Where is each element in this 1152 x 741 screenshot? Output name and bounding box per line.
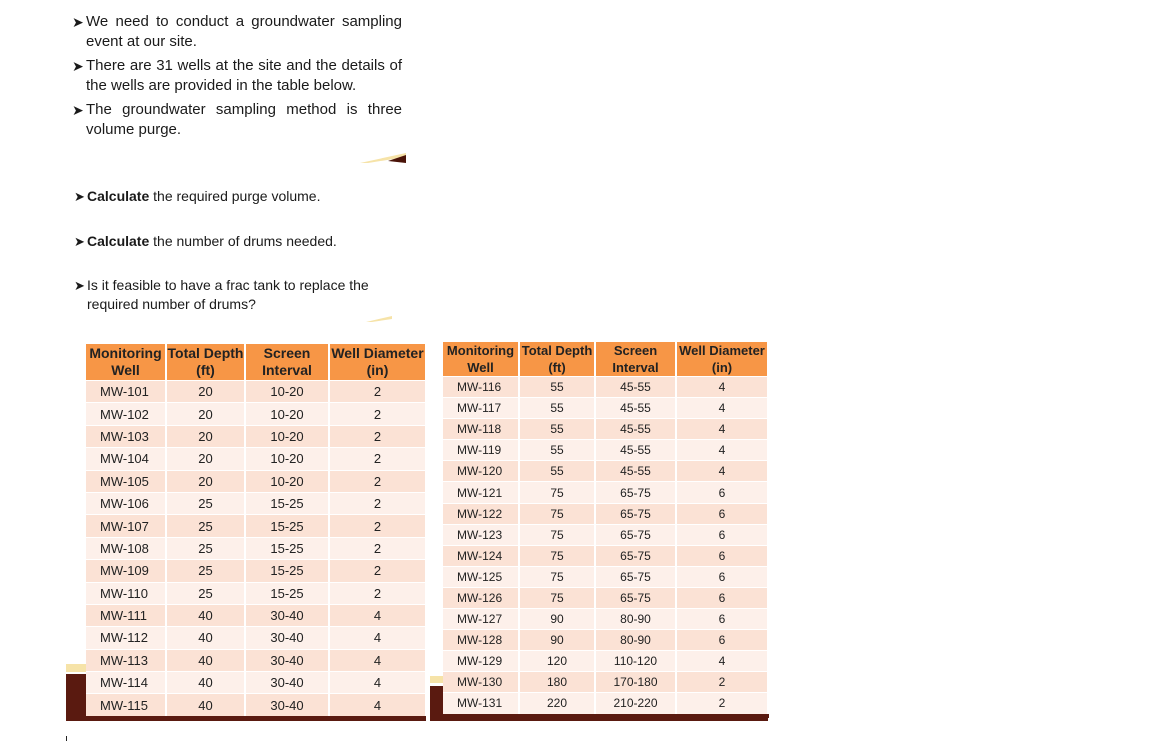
cell-screen-interval: 10-20 — [245, 470, 329, 492]
header-total-depth: Total Depth (ft) — [166, 344, 245, 381]
header-total-depth: Total Depth (ft) — [519, 342, 595, 377]
cell-total-depth: 55 — [519, 440, 595, 461]
cell-total-depth: 20 — [166, 403, 245, 425]
cell-well-diameter: 4 — [676, 651, 768, 672]
cell-well-id: MW-106 — [86, 492, 166, 514]
decorative-block — [66, 674, 88, 721]
intro-bullet-list — [72, 12, 402, 144]
cell-screen-interval: 45-55 — [595, 461, 676, 482]
cell-total-depth: 55 — [519, 419, 595, 440]
table-header-row — [443, 342, 768, 377]
cell-well-diameter: 4 — [676, 398, 768, 419]
table-row — [443, 419, 768, 440]
arrow-bullet-icon: ➤ — [72, 14, 84, 30]
question-item — [74, 187, 417, 206]
cell-well-id: MW-108 — [86, 537, 166, 559]
table-row — [86, 582, 426, 604]
table-row — [86, 672, 426, 694]
table-header-row — [86, 344, 426, 381]
cell-screen-interval: 65-75 — [595, 545, 676, 566]
cell-well-diameter: 4 — [676, 461, 768, 482]
cell-screen-interval: 10-20 — [245, 381, 329, 403]
cell-well-diameter: 4 — [329, 604, 426, 626]
cell-screen-interval: 10-20 — [245, 448, 329, 470]
table-row — [443, 398, 768, 419]
cell-total-depth: 120 — [519, 651, 595, 672]
table-row — [443, 672, 768, 693]
cell-well-diameter: 2 — [329, 515, 426, 537]
cell-well-diameter: 6 — [676, 482, 768, 503]
cell-screen-interval: 30-40 — [245, 649, 329, 671]
intro-bullet-text: There are 31 wells at the site and the details of the wells are provided in the table below. — [86, 57, 402, 94]
decorative-block — [430, 686, 444, 721]
cell-well-id: MW-122 — [443, 503, 519, 524]
cell-well-id: MW-119 — [443, 440, 519, 461]
arrow-bullet-icon: ➤ — [72, 58, 84, 74]
cell-well-id: MW-105 — [86, 470, 166, 492]
cell-screen-interval: 30-40 — [245, 672, 329, 694]
cell-total-depth: 40 — [166, 604, 245, 626]
cell-total-depth: 20 — [166, 448, 245, 470]
cell-total-depth: 75 — [519, 524, 595, 545]
cell-well-diameter: 2 — [329, 492, 426, 514]
cell-well-id: MW-114 — [86, 672, 166, 694]
cell-screen-interval: 15-25 — [245, 582, 329, 604]
decorative-swoosh — [358, 150, 408, 166]
cell-total-depth: 40 — [166, 649, 245, 671]
table-row — [86, 560, 426, 582]
cell-well-id: MW-118 — [443, 419, 519, 440]
table-row — [443, 461, 768, 482]
decorative-swoosh — [366, 314, 394, 324]
question-bold-text: Calculate — [87, 188, 150, 204]
table-row — [443, 440, 768, 461]
decorative-band — [430, 676, 444, 683]
cell-total-depth: 220 — [519, 693, 595, 714]
cell-screen-interval: 10-20 — [245, 425, 329, 447]
question-text: the number of drums needed. — [149, 233, 337, 249]
intro-bullet-text: We need to conduct a groundwater sampling event at our site. — [86, 13, 402, 50]
cell-well-id: MW-113 — [86, 649, 166, 671]
cell-well-id: MW-103 — [86, 425, 166, 447]
cell-well-id: MW-101 — [86, 381, 166, 403]
cell-well-diameter: 6 — [676, 609, 768, 630]
cell-screen-interval: 45-55 — [595, 419, 676, 440]
cell-screen-interval: 80-90 — [595, 630, 676, 651]
header-screen-interval: Screen Interval — [595, 342, 676, 377]
cell-well-id: MW-110 — [86, 582, 166, 604]
question-text: the required purge volume. — [149, 188, 321, 204]
cell-screen-interval: 15-25 — [245, 537, 329, 559]
cell-well-id: MW-129 — [443, 651, 519, 672]
cell-well-id: MW-128 — [443, 630, 519, 651]
header-monitoring-well: Monitoring Well — [86, 344, 166, 381]
cell-total-depth: 75 — [519, 566, 595, 587]
cell-screen-interval: 170-180 — [595, 672, 676, 693]
cell-screen-interval: 65-75 — [595, 566, 676, 587]
table-row — [86, 381, 426, 403]
cell-screen-interval: 30-40 — [245, 694, 329, 716]
table-row — [86, 425, 426, 447]
cell-screen-interval: 15-25 — [245, 492, 329, 514]
cell-screen-interval: 30-40 — [245, 604, 329, 626]
wells-table-left — [86, 344, 427, 716]
cell-total-depth: 55 — [519, 398, 595, 419]
cell-total-depth: 25 — [166, 492, 245, 514]
table-row — [443, 503, 768, 524]
cell-total-depth: 90 — [519, 609, 595, 630]
cell-well-diameter: 2 — [329, 537, 426, 559]
table-body — [443, 377, 768, 714]
cell-well-id: MW-107 — [86, 515, 166, 537]
cell-well-id: MW-115 — [86, 694, 166, 716]
cell-well-diameter: 4 — [329, 649, 426, 671]
cell-well-diameter: 4 — [329, 672, 426, 694]
cell-total-depth: 40 — [166, 672, 245, 694]
cell-screen-interval: 65-75 — [595, 482, 676, 503]
cell-well-diameter: 2 — [329, 582, 426, 604]
cell-well-id: MW-127 — [443, 609, 519, 630]
cell-screen-interval: 45-55 — [595, 377, 676, 398]
header-monitoring-well: Monitoring Well — [443, 342, 519, 377]
cell-well-diameter: 2 — [329, 470, 426, 492]
arrow-bullet-icon: ➤ — [74, 278, 85, 293]
cell-total-depth: 25 — [166, 515, 245, 537]
cell-well-diameter: 6 — [676, 503, 768, 524]
cell-total-depth: 75 — [519, 587, 595, 608]
cell-total-depth: 25 — [166, 560, 245, 582]
table-row — [443, 545, 768, 566]
wells-table-right — [443, 342, 769, 714]
table-row — [443, 693, 768, 714]
intro-bullet — [72, 56, 402, 96]
question-item — [74, 276, 397, 314]
table-row — [443, 587, 768, 608]
cell-screen-interval: 65-75 — [595, 524, 676, 545]
table-row — [86, 649, 426, 671]
cell-well-id: MW-130 — [443, 672, 519, 693]
decorative-block — [443, 714, 768, 721]
cell-well-id: MW-117 — [443, 398, 519, 419]
intro-bullet — [72, 12, 402, 52]
cell-well-id: MW-112 — [86, 627, 166, 649]
table-row — [86, 604, 426, 626]
cell-well-diameter: 6 — [676, 545, 768, 566]
arrow-bullet-icon: ➤ — [74, 189, 85, 204]
cell-well-diameter: 6 — [676, 524, 768, 545]
table-row — [443, 377, 768, 398]
cell-well-diameter: 2 — [329, 403, 426, 425]
cell-well-diameter: 4 — [329, 627, 426, 649]
header-screen-interval: Screen Interval — [245, 344, 329, 381]
arrow-bullet-icon: ➤ — [72, 102, 84, 118]
cell-well-id: MW-116 — [443, 377, 519, 398]
cell-well-id: MW-126 — [443, 587, 519, 608]
table-row — [86, 627, 426, 649]
cell-well-diameter: 2 — [329, 560, 426, 582]
intro-bullet — [72, 100, 402, 140]
cell-well-id: MW-120 — [443, 461, 519, 482]
cell-well-diameter: 6 — [676, 566, 768, 587]
table-row — [443, 630, 768, 651]
cell-well-diameter: 4 — [676, 440, 768, 461]
decorative-band — [66, 664, 88, 672]
cell-screen-interval: 80-90 — [595, 609, 676, 630]
cell-total-depth: 55 — [519, 461, 595, 482]
table-row — [86, 492, 426, 514]
table-row — [86, 515, 426, 537]
cell-screen-interval: 15-25 — [245, 515, 329, 537]
table-row — [443, 524, 768, 545]
intro-bullet-text: The groundwater sampling method is three volume purge. — [86, 101, 402, 138]
tick-mark — [66, 736, 67, 741]
cell-total-depth: 25 — [166, 582, 245, 604]
cell-total-depth: 75 — [519, 545, 595, 566]
cell-well-diameter: 4 — [329, 694, 426, 716]
cell-well-diameter: 2 — [329, 381, 426, 403]
table-row — [86, 694, 426, 716]
cell-screen-interval: 10-20 — [245, 403, 329, 425]
cell-total-depth: 40 — [166, 694, 245, 716]
cell-total-depth: 90 — [519, 630, 595, 651]
cell-well-diameter: 2 — [329, 425, 426, 447]
cell-screen-interval: 30-40 — [245, 627, 329, 649]
cell-total-depth: 75 — [519, 503, 595, 524]
arrow-bullet-icon: ➤ — [74, 234, 85, 249]
cell-well-id: MW-102 — [86, 403, 166, 425]
question-item — [74, 232, 417, 251]
cell-total-depth: 25 — [166, 537, 245, 559]
cell-well-diameter: 4 — [676, 377, 768, 398]
cell-screen-interval: 210-220 — [595, 693, 676, 714]
cell-total-depth: 20 — [166, 425, 245, 447]
cell-well-diameter: 6 — [676, 630, 768, 651]
table-row — [86, 470, 426, 492]
cell-well-id: MW-131 — [443, 693, 519, 714]
cell-well-id: MW-125 — [443, 566, 519, 587]
question-bold-text: Calculate — [87, 233, 150, 249]
header-well-diameter: Well Diameter (in) — [676, 342, 768, 377]
cell-total-depth: 20 — [166, 470, 245, 492]
cell-screen-interval: 65-75 — [595, 503, 676, 524]
cell-well-id: MW-109 — [86, 560, 166, 582]
table-row — [86, 403, 426, 425]
table-row — [443, 609, 768, 630]
cell-total-depth: 75 — [519, 482, 595, 503]
cell-well-diameter: 2 — [676, 672, 768, 693]
cell-total-depth: 20 — [166, 381, 245, 403]
table-row — [86, 537, 426, 559]
table-row — [443, 482, 768, 503]
table-row — [443, 566, 768, 587]
table-row — [443, 651, 768, 672]
cell-total-depth: 180 — [519, 672, 595, 693]
cell-screen-interval: 45-55 — [595, 440, 676, 461]
cell-screen-interval: 15-25 — [245, 560, 329, 582]
cell-well-diameter: 4 — [676, 419, 768, 440]
cell-screen-interval: 65-75 — [595, 587, 676, 608]
cell-well-id: MW-124 — [443, 545, 519, 566]
cell-screen-interval: 110-120 — [595, 651, 676, 672]
cell-total-depth: 40 — [166, 627, 245, 649]
question-text: Is it feasible to have a frac tank to replace the required number of drums? — [87, 277, 369, 312]
cell-well-id: MW-111 — [86, 604, 166, 626]
cell-well-id: MW-123 — [443, 524, 519, 545]
cell-well-diameter: 2 — [676, 693, 768, 714]
header-well-diameter: Well Diameter (in) — [329, 344, 426, 381]
cell-screen-interval: 45-55 — [595, 398, 676, 419]
cell-total-depth: 55 — [519, 377, 595, 398]
cell-well-id: MW-104 — [86, 448, 166, 470]
cell-well-diameter: 2 — [329, 448, 426, 470]
cell-well-id: MW-121 — [443, 482, 519, 503]
table-body — [86, 381, 426, 716]
cell-well-diameter: 6 — [676, 587, 768, 608]
table-row — [86, 448, 426, 470]
